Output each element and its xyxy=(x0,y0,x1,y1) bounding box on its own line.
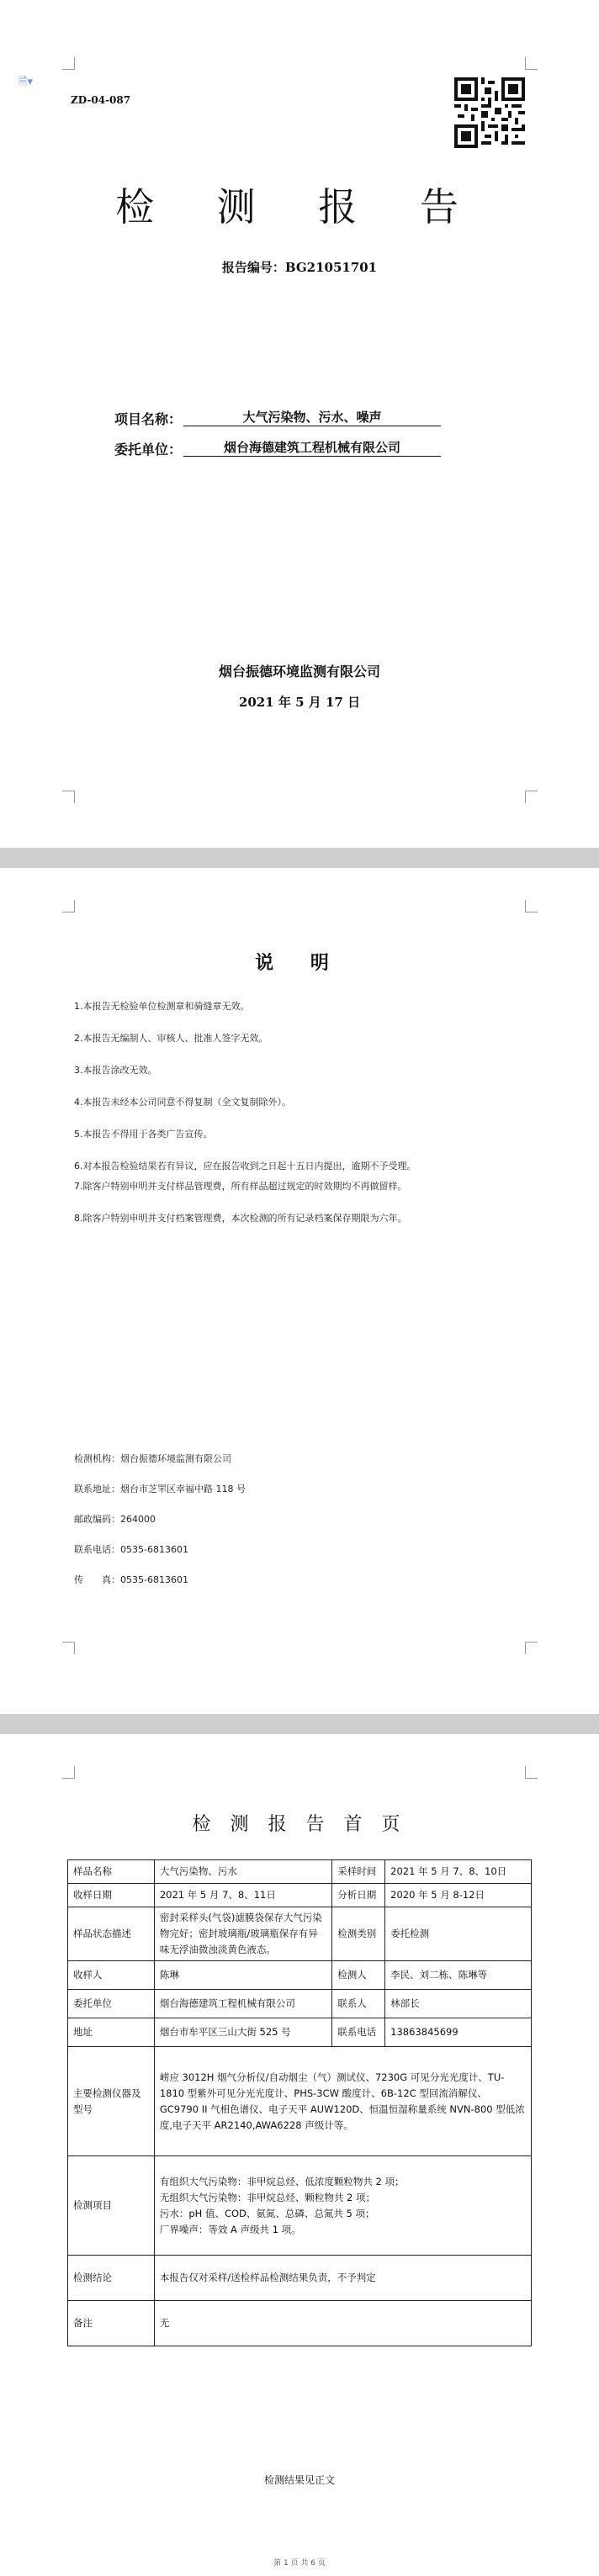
explanation-note: 3.本报告涂改无效。 xyxy=(74,1065,157,1076)
table-cell-value: 崂应 3012H 烟气分析仪/自动烟尘（气）测试仪、7230G 可见分光光度计、TU-1810 型紫外可见分光光度计、PHS-3CW 酸度计、6B-12C 型回流消解仪、GC9790 II 气相色谱仪、电子天平 AUW120D、恒温恒湿称量系统 NVN-800 型低浓度,电子天平 AR2140,AWA6228 声级计等。 xyxy=(154,2047,531,2156)
table-cell-value: 2021 年 5 月 7、8、11日 xyxy=(154,1884,331,1907)
test-item-line: 无组织大气污染物：非甲烷总烃、颗粒物共 2 项； xyxy=(159,2191,375,2203)
report-info-table xyxy=(67,1859,532,2346)
contact-row-postcode xyxy=(74,1512,156,1526)
table-cell-value: 13863845699 xyxy=(385,2018,532,2047)
table-cell-value: 2021 年 5 月 7、8、10日 xyxy=(385,1860,532,1884)
table-cell-label: 检测人 xyxy=(332,1961,385,1990)
project-name-label: 项目名称： xyxy=(114,411,183,427)
issuing-organization: 烟台振德环境监测有限公司 xyxy=(218,664,380,680)
table-row xyxy=(68,1907,532,1961)
table-cell-label: 样品名称 xyxy=(68,1860,155,1884)
contact-label: 检测机构： xyxy=(74,1453,120,1464)
page-separator xyxy=(0,848,599,868)
explanation-note: 8.除客户特别申明并支付档案管理费，本次检测的所有记录档案保存期限为六年。 xyxy=(74,1213,407,1224)
test-item-line: 厂界噪声：等效 A 声级共 1 项。 xyxy=(159,2223,301,2235)
table-row xyxy=(68,2256,532,2301)
front-page-title: 检 测 报 告 首 页 xyxy=(192,1814,407,1835)
contact-value: 0535-6813601 xyxy=(120,1574,188,1585)
qr-code-icon xyxy=(454,77,525,148)
contact-label: 联系地址： xyxy=(74,1484,120,1494)
explanation-title: 说 明 xyxy=(255,952,344,974)
table-cell-value: 大气污染物、污水 xyxy=(154,1860,331,1884)
client-value: 烟台海德建筑工程机械有限公司 xyxy=(183,438,441,457)
table-row xyxy=(68,2156,532,2256)
table-cell-value: 林部长 xyxy=(385,1990,532,2018)
explanation-note: 6.对本报告检验结果若有异议，应在报告收到之日起十五日内提出，逾期不予受理。 xyxy=(74,1161,416,1172)
explanation-note: 5.本报告不得用于各类广告宣传。 xyxy=(74,1129,213,1140)
crop-mark xyxy=(525,791,538,803)
contact-value: 烟台市芝罘区幸福中路 118 号 xyxy=(120,1484,246,1494)
contact-value: 0535-6813601 xyxy=(120,1544,188,1555)
test-item-line: 污水：pH 值、COD、氨氮、总磷、总氮共 5 项； xyxy=(159,2207,375,2219)
document-icon[interactable]: 🗎▾ xyxy=(19,76,33,88)
table-cell-value: 无 xyxy=(154,2301,531,2346)
cover-page xyxy=(0,0,599,848)
contact-row-agency xyxy=(74,1452,231,1465)
crop-mark xyxy=(62,1642,75,1654)
explanation-note: 1.本报告无检验单位检测章和骑缝章无效。 xyxy=(74,1001,250,1012)
table-cell-label: 检测类别 xyxy=(332,1907,385,1961)
crop-mark xyxy=(62,57,75,70)
contact-row-fax xyxy=(74,1573,188,1586)
table-cell-label: 样品状态描述 xyxy=(68,1907,155,1961)
table-cell-label: 检测结论 xyxy=(68,2256,155,2301)
project-name-value: 大气污染物、污水、噪声 xyxy=(183,408,441,426)
contact-label: 联系电话： xyxy=(74,1544,120,1555)
crop-mark xyxy=(525,1766,538,1779)
table-cell-label: 检测项目 xyxy=(68,2156,155,2256)
explanation-note: 4.本报告未经本公司同意不得复制（全文复制除外）。 xyxy=(74,1097,291,1108)
table-row xyxy=(68,2018,532,2047)
client-label: 委托单位： xyxy=(114,442,183,458)
contact-value: 烟台振德环境监测有限公司 xyxy=(120,1453,231,1464)
table-cell-value: 烟台市牟平区三山大街 525 号 xyxy=(154,2018,331,2047)
table-cell-value: 李民、刘二栋、陈琳等 xyxy=(385,1961,532,1990)
test-item-line: 有组织大气污染物：非甲烷总烃、低浓度颗粒物共 2 项； xyxy=(159,2175,405,2187)
table-cell-label: 联系人 xyxy=(332,1990,385,2018)
crop-mark xyxy=(62,1766,75,1779)
table-cell-label: 收样人 xyxy=(68,1961,155,1990)
table-cell-label: 地址 xyxy=(68,2018,155,2047)
crop-mark xyxy=(525,1642,538,1654)
table-row xyxy=(68,2301,532,2346)
contact-value: 264000 xyxy=(120,1514,156,1525)
crop-mark xyxy=(62,791,75,803)
table-cell-label: 备注 xyxy=(68,2301,155,2346)
page-separator xyxy=(0,1714,599,1734)
contact-row-address xyxy=(74,1482,246,1495)
crop-mark xyxy=(525,57,538,70)
crop-mark xyxy=(525,900,538,912)
table-row xyxy=(68,1884,532,1907)
table-row xyxy=(68,2047,532,2156)
table-cell-value: 密封采样头(气袋)滤膜袋保存大气污染物完好；密封玻璃瓶/玻璃瓶保存有异味无浮油微浊淡黄色液态。 xyxy=(154,1907,331,1961)
table-cell-value: 烟台海德建筑工程机械有限公司 xyxy=(154,1990,331,2018)
explanation-page xyxy=(0,868,599,1714)
table-cell-label: 收样日期 xyxy=(68,1884,155,1907)
table-cell-value: 委托检测 xyxy=(385,1907,532,1961)
table-cell-value: 陈琳 xyxy=(154,1961,331,1990)
page-indicator: 第 1 页 共 6 页 xyxy=(273,2559,326,2568)
table-row xyxy=(68,1860,532,1884)
table-cell-label: 分析日期 xyxy=(332,1884,385,1907)
table-cell-label: 主要检测仪器及型号 xyxy=(68,2047,155,2156)
table-cell-value: 本报告仅对采样/送检样品检测结果负责，不予判定 xyxy=(154,2256,531,2301)
report-number: 报告编号：BG21051701 xyxy=(221,260,378,275)
explanation-note: 7.除客户特别申明并支付样品管理费，所有样品超过规定的时效期均不再做留样。 xyxy=(74,1181,407,1192)
contact-row-phone xyxy=(74,1542,188,1556)
table-row xyxy=(68,1990,532,2018)
crop-mark xyxy=(62,900,75,912)
contact-label: 邮政编码： xyxy=(74,1514,120,1525)
results-see-body-note: 检测结果见正文 xyxy=(263,2474,335,2486)
explanation-note: 2.本报告无编制人、审核人、批准人签字无效。 xyxy=(74,1033,268,1044)
table-cell-value: 2020 年 5 月 8-12日 xyxy=(385,1884,532,1907)
contact-label: 传 真： xyxy=(74,1574,120,1585)
table-cell-label: 委托单位 xyxy=(68,1990,155,2018)
table-cell-value xyxy=(154,2156,531,2256)
document-code: ZD-04-087 xyxy=(71,94,131,106)
table-cell-label: 联系电话 xyxy=(332,2018,385,2047)
report-title: 检 测 报 告 xyxy=(115,184,484,230)
issue-date: 2021 年 5 月 17 日 xyxy=(238,695,361,710)
table-cell-label: 采样时间 xyxy=(332,1860,385,1884)
table-row xyxy=(68,1961,532,1990)
